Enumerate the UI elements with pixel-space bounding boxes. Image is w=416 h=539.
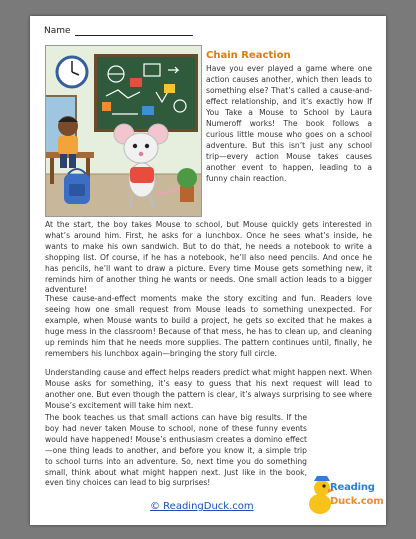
name-label: Name [44,26,71,36]
worksheet-page [30,16,386,525]
readingduck-link[interactable]: © ReadingDuck.com [150,501,254,512]
duck-mascot-icon [308,472,378,518]
paragraph-3: Understanding cause and effect helps readers predict what might happen next. When Mouse asks for something, it’s easy to guess that his next request will lead to another one. But even though the pattern is clear, it’s always surprising to see where Mouse’s excitement will take him next. [45,368,372,410]
readingduck-logo [308,472,384,518]
name-input-line[interactable] [75,26,193,36]
paragraph-1: At the start, the boy takes Mouse to school, but Mouse quickly gets interested in what’s around him. First, he asks for a lunchbox. Once he sees what’s inside, he wants to make his own sandwich. But to do that, he needs a notebook to write a shopping list. Of course, if he has a notebook, he’ll also need pencils. And once he has pencils, he’ll want to draw a picture. Every time Mouse gets something new, it reminds him of another thing he wants or needs. One small action leads to a bigger adventure! [45,220,372,295]
paragraph-4: The book teaches us that small actions can have big results. If the boy had never taken Mouse to school, none of these funny events would have happened! Mouse’s enthusiasm creates a domino effect—one thing leads to another, and before you know it, a simple trip to school turns into an adventure. So, next time you do something small, think about what might happen next. Just like in the book, even tiny choices can lead to big surprises! [45,413,307,488]
story-title: Chain Reaction [206,50,291,61]
logo-word-reading: Reading [330,482,375,493]
clock-icon [57,57,87,87]
name-field-row [44,26,193,36]
story-illustration [45,45,202,217]
paragraph-2: These cause-and-effect moments make the story exciting and fun. Readers love seeing how one small request from Mouse leads to something unexpected. For example, when Mouse wants to build a project, he gets so excited that he makes a huge mess in the classroom! Because of that mess, he has to clean up, and cleaning up reminds him that he needs more supplies. The pattern continues until, finally, he remembers his lunchbox again—bringing the story full circle. [45,294,372,358]
intro-paragraph: Have you ever played a game where one action causes another, which then leads to something else? That’s called a cause-and-effect relationship, and it’s exactly how If You Take a Mouse to School by Laura Numeroff works! The book follows a curious little mouse who goes on a school adventure. But this isn’t just any school trip—every action Mouse takes causes another event to happen, leading to a funny chain reaction. [206,64,372,183]
logo-word-duck: Duck.com [330,496,384,507]
